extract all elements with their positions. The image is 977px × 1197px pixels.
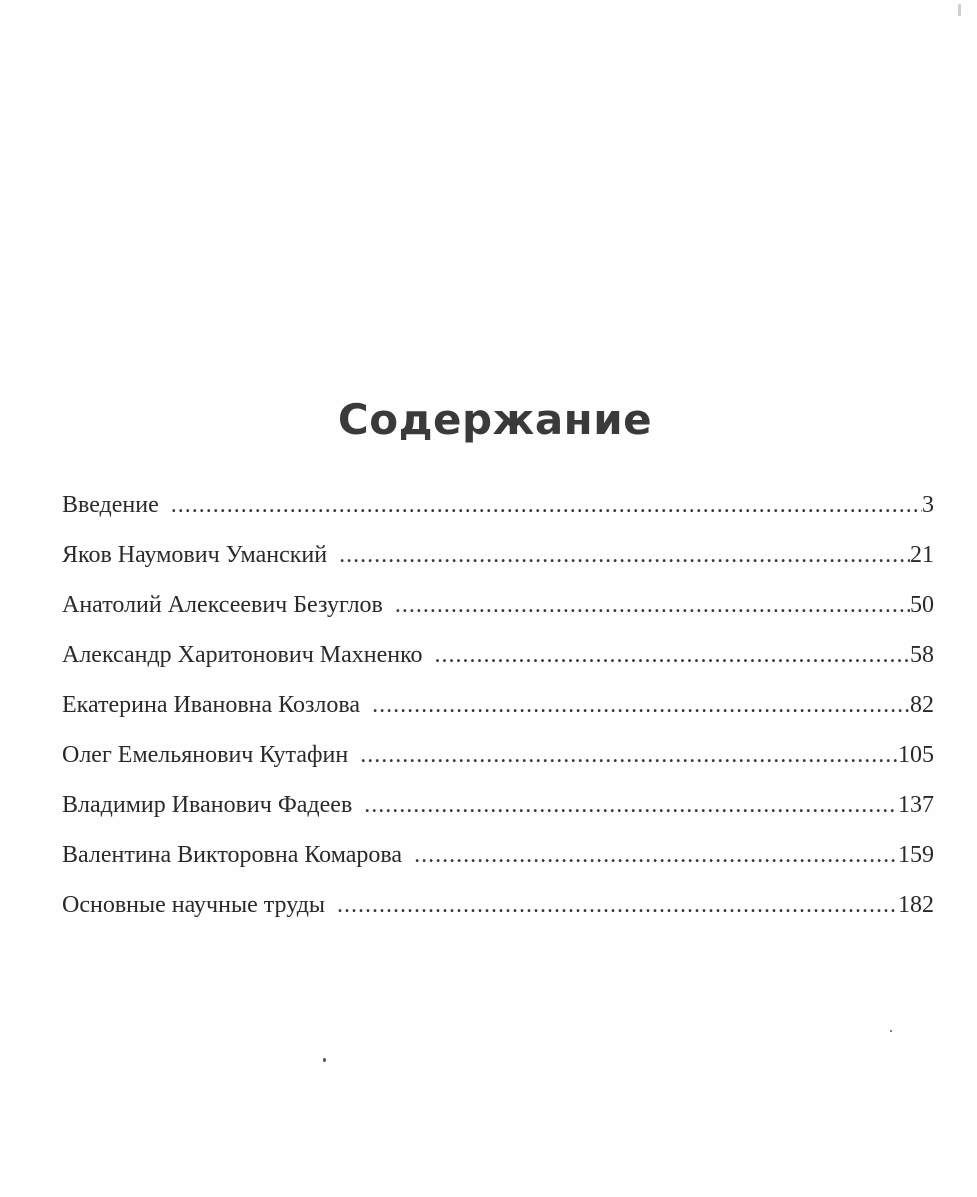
toc-entry-title: Владимир Иванович Фадеев [62, 792, 353, 818]
toc-entry-page: 82 [910, 692, 934, 718]
print-speck [323, 1058, 326, 1062]
toc-entry [62, 830, 934, 880]
dot-leader [171, 480, 922, 530]
toc-entry-page: 137 [898, 792, 934, 818]
toc-entry-title: Яков Наумович Уманский [62, 542, 328, 568]
toc-entry [62, 480, 934, 530]
dot-leader [395, 580, 910, 630]
toc-entry [62, 680, 934, 730]
toc-entry-page: 21 [910, 542, 934, 568]
toc-entry-title: Валентина Викторовна Комарова [62, 842, 403, 868]
toc-entry [62, 530, 934, 580]
toc-entry [62, 780, 934, 830]
dot-leader [435, 630, 910, 680]
toc-entry-page: 159 [898, 842, 934, 868]
dot-leader [339, 530, 910, 580]
page-title: Содержание [337, 395, 653, 445]
toc-entry [62, 880, 934, 930]
toc-entry-title: Введение [62, 492, 159, 518]
dot-leader [414, 830, 898, 880]
toc-entry [62, 630, 934, 680]
table-of-contents [62, 480, 934, 930]
dot-leader [372, 680, 910, 730]
toc-entry-title: Основные научные труды [62, 892, 326, 918]
print-speck [890, 1030, 892, 1032]
toc-entry-page: 58 [910, 642, 934, 668]
toc-entry [62, 730, 934, 780]
toc-entry-title: Олег Емельянович Кутафин [62, 742, 349, 768]
dot-leader [337, 880, 898, 930]
toc-entry-title: Екатерина Ивановна Козлова [62, 692, 361, 718]
toc-entry-page: 182 [898, 892, 934, 918]
toc-entry-page: 105 [898, 742, 934, 768]
dot-leader [364, 780, 898, 830]
toc-entry-page: 3 [922, 492, 934, 518]
dot-leader [360, 730, 898, 780]
toc-entry-title: Анатолий Алексеевич Безуглов [62, 592, 383, 618]
toc-entry-title: Александр Харитонович Махненко [62, 642, 423, 668]
toc-entry-page: 50 [910, 592, 934, 618]
toc-entry [62, 580, 934, 630]
scan-mark [958, 4, 961, 16]
